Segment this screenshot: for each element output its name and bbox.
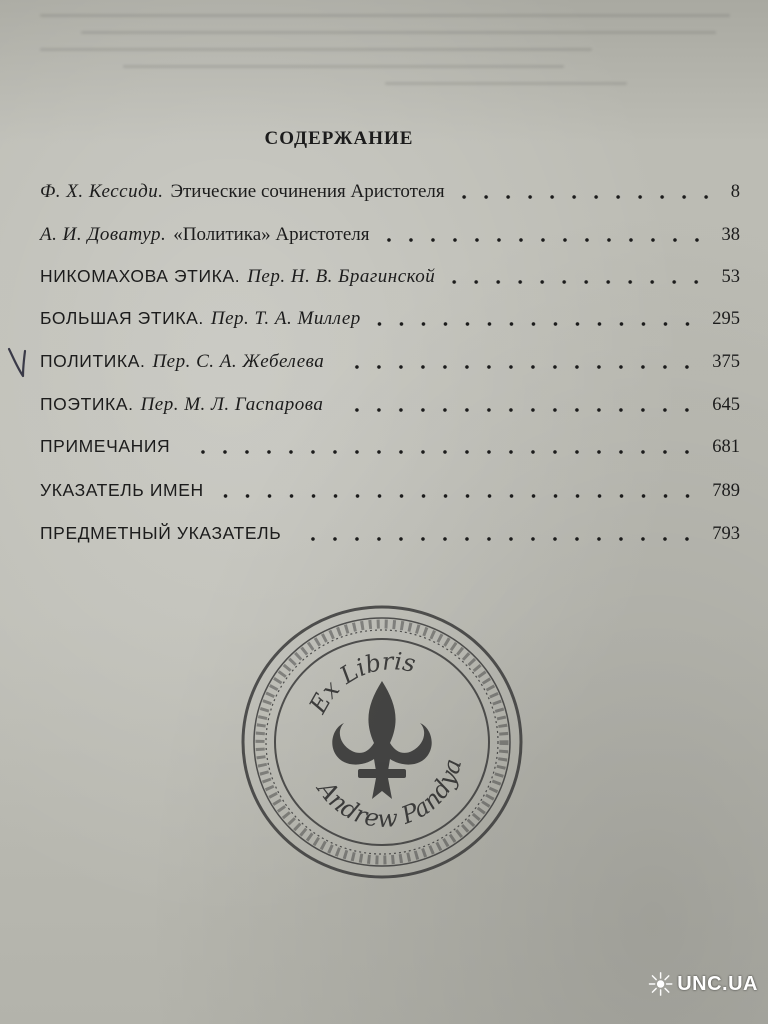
toc-entry-title: [40, 523, 281, 545]
toc-entry-work: ПОЛИТИКА.: [40, 351, 146, 371]
toc-entry-work: ПОЭТИКА.: [40, 394, 134, 414]
dot-leader: [338, 365, 698, 369]
dot-leader: [384, 238, 708, 242]
toc-entry-translator: Пер. М. Л. Гаспарова: [140, 394, 324, 415]
toc-entry-page: 645: [712, 394, 740, 415]
toc-entry-work: ПРЕДМЕТНЫЙ УКАЗАТЕЛЬ: [40, 523, 282, 543]
toc-entry-title: [40, 436, 170, 458]
dot-leader: [459, 195, 717, 199]
page-title: СОДЕРЖАНИЕ: [264, 128, 414, 149]
dot-leader: [337, 408, 698, 412]
toc-entry-translator: Пер. Н. В. Брагинской: [247, 266, 436, 287]
toc-entry[interactable]: [40, 175, 740, 209]
pencil-mark-icon: [3, 345, 33, 379]
dot-leader: [295, 537, 698, 541]
toc-entry[interactable]: [40, 345, 740, 379]
toc-entry-page: 53: [721, 266, 740, 287]
toc-entry-page: 375: [712, 351, 740, 372]
toc-entry-page: 789: [712, 480, 740, 501]
toc-entry-work: Этические сочинения Аристотеля: [170, 181, 445, 202]
toc-entry-work: «Политика» Аристотеля: [173, 224, 370, 245]
fleur-de-lis-icon: [332, 681, 431, 799]
sunburst-icon: [648, 967, 673, 1001]
toc-entry-page: 793: [712, 523, 740, 544]
stamp-top-text: Ex Libris: [303, 647, 419, 718]
toc-entry-page: 38: [721, 224, 740, 245]
toc-entry[interactable]: [40, 517, 740, 551]
toc-entry-work: БОЛЬШАЯ ЭТИКА.: [40, 308, 204, 328]
toc-entry-page: 681: [712, 436, 740, 457]
toc-entry-work: НИКОМАХОВА ЭТИКА.: [40, 266, 241, 286]
toc-entry-translator: Пер. Т. А. Миллер: [210, 308, 361, 329]
dot-leader: [449, 280, 707, 284]
dot-leader: [184, 450, 698, 454]
toc-entry[interactable]: [40, 474, 740, 508]
toc-entry[interactable]: [40, 218, 740, 252]
toc-entry[interactable]: [40, 302, 740, 336]
watermark-text: UNC.UA: [677, 972, 758, 995]
toc-entry-page: 8: [730, 181, 740, 202]
toc-entry-title: [40, 480, 204, 502]
toc-entry-work: ПРИМЕЧАНИЯ: [40, 436, 171, 456]
watermark: [648, 966, 758, 1002]
toc-entry-title: [40, 181, 445, 203]
toc-entry-title: [40, 308, 361, 330]
toc-entry-title: [40, 266, 435, 288]
toc-entry-title: [40, 351, 324, 373]
toc-entry-work: УКАЗАТЕЛЬ ИМЕН: [40, 480, 204, 500]
toc-entry-author: Ф. Х. Кессиди.: [40, 181, 164, 202]
stamp-bottom-text: Andrew Pandya: [311, 755, 468, 834]
ex-libris-stamp: [240, 603, 525, 881]
toc-entry[interactable]: [40, 430, 740, 464]
bleed-through-text: [40, 0, 730, 100]
toc-entry-title: [40, 394, 323, 416]
toc-entry[interactable]: [40, 260, 740, 294]
dot-leader: [218, 494, 699, 498]
toc-entry-translator: Пер. С. А. Жебелева: [152, 351, 325, 372]
toc-entry-title: [40, 224, 370, 246]
toc-entry-page: 295: [712, 308, 740, 329]
toc-entry-author: А. И. Доватур.: [40, 224, 167, 245]
dot-leader: [375, 322, 698, 326]
toc-entry[interactable]: [40, 388, 740, 422]
